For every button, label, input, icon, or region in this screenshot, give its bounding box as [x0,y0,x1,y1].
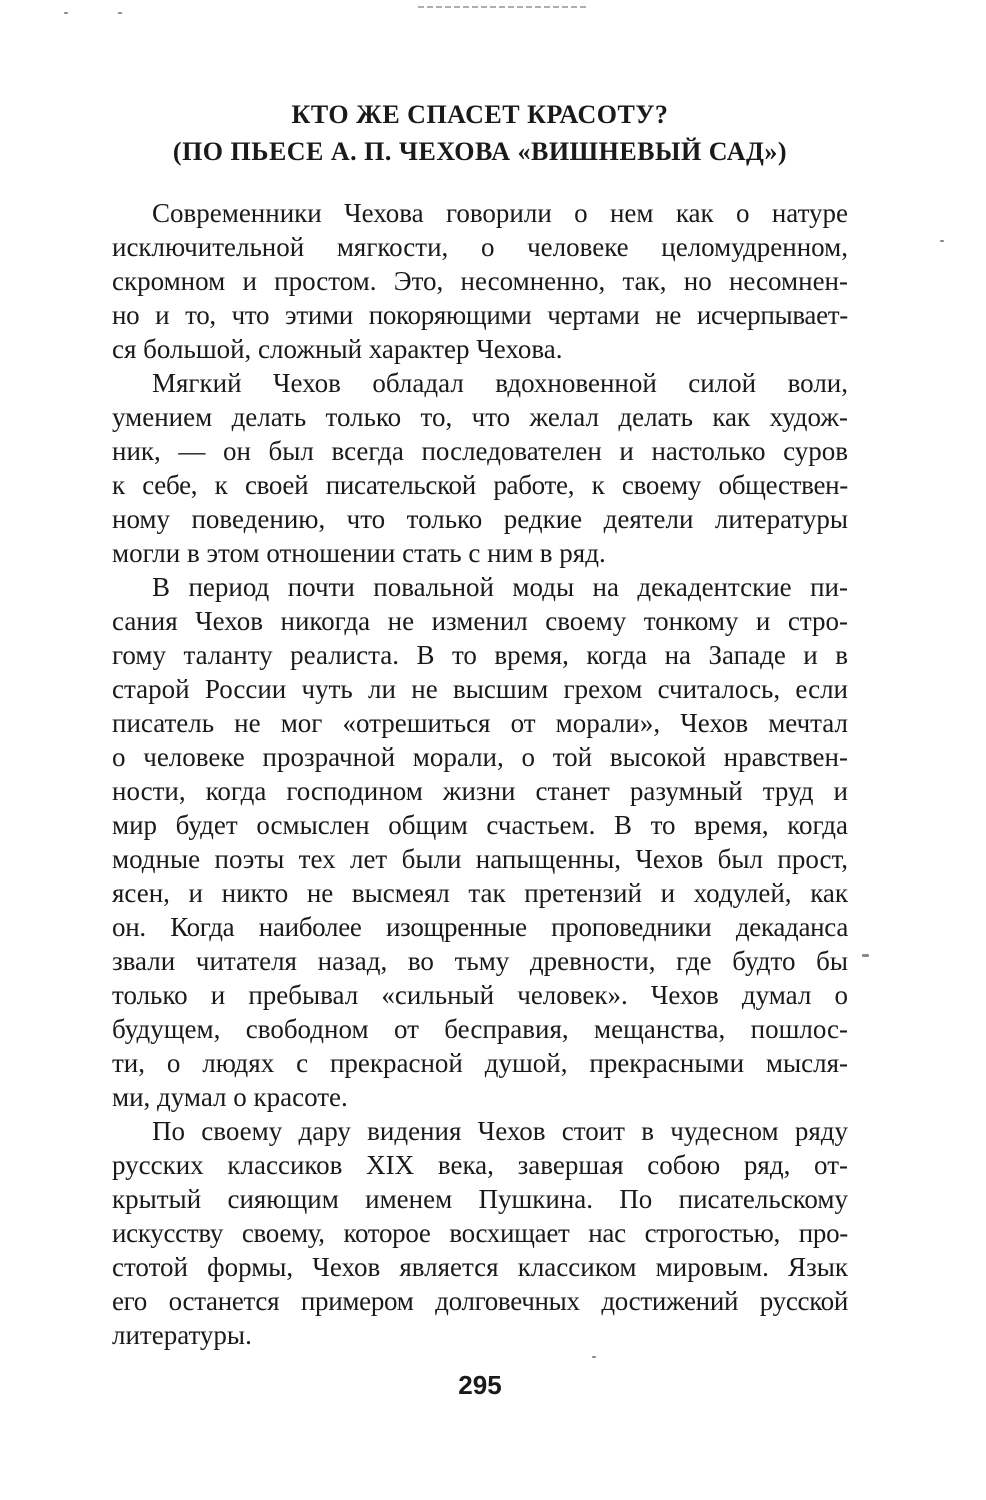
text-line: его останется примером долговечных достижений русской [112,1286,848,1316]
text-line: к себе, к своей писательской работе, к своему обществен- [112,470,848,500]
scan-artifact [940,240,944,242]
text-line: ник, — он был всегда последователен и настолько суров [112,436,848,466]
text-line: русских классиков XIX века, завершая собою ряд, от- [112,1150,848,1180]
text-line: ности, когда господином жизни станет разумный труд и [112,776,848,806]
scan-artifact [592,1356,596,1358]
chapter-title-line-2: (ПО ПЬЕСЕ А. П. ЧЕХОВА «ВИШНЕВЫЙ САД») [172,137,788,166]
text-line: но и то, что этими покоряющими чертами не исчерпывает- [112,300,848,330]
text-line: звали читателя назад, во тьму древности, где будто бы [112,946,848,976]
scan-artifact [64,12,68,14]
text-line: будущем, свободном от бесправия, мещанства, пошлос- [112,1014,848,1044]
chapter-title-line-1: КТО ЖЕ СПАСЕТ КРАСОТУ? [291,100,669,129]
page-number: 295 [458,1370,502,1400]
chapter-title [112,96,848,170]
text-line: старой России чуть ли не высшим грехом считалось, если [112,674,848,704]
scan-artifact [418,6,586,8]
body-text [112,196,848,1352]
text-line: крытый сияющим именем Пушкина. По писательскому [112,1184,848,1214]
text-line: Мягкий Чехов обладал вдохновенной силой воли, [152,368,848,398]
text-line: искусству своему, которое восхищает нас строгостью, про- [112,1218,848,1248]
text-line: сания Чехов никогда не изменил своему тонкому и стро- [112,606,848,636]
paragraph-3 [112,570,848,1114]
scan-artifact [862,954,869,957]
text-line: ному поведению, что только редкие деятели литературы [112,504,848,534]
text-line: В период почти повальной моды на декадентские пи- [152,572,848,602]
text-line: ясен, и никто не высмеял так претензий и ходулей, как [112,878,848,908]
text-line: только и пребывал «сильный человек». Чехов думал о [112,980,848,1010]
text-line: о человеке прозрачной морали, о той высокой нравствен- [112,742,848,772]
text-line: ми, думал о красоте. [112,1082,348,1112]
text-line: По своему дару видения Чехов стоит в чудесном ряду [152,1116,848,1146]
text-line: стотой формы, Чехов является классиком мировым. Язык [112,1252,848,1282]
text-line: мир будет осмыслен общим счастьем. В то время, когда [112,810,848,840]
text-line: литературы. [112,1320,252,1350]
text-line: модные поэты тех лет были напыщенны, Чехов был прост, [112,844,848,874]
paragraph-1 [112,196,848,366]
text-line: ти, о людях с прекрасной душой, прекрасными мысля- [112,1048,848,1078]
text-line: он. Когда наиболее изощренные проповедники декаданса [112,912,848,942]
scan-artifact [118,12,122,14]
text-line: ся большой, сложный характер Чехова. [112,334,563,364]
text-line: исключительной мягкости, о человеке целомудренном, [112,232,848,262]
text-line: Современники Чехова говорили о нем как о натуре [152,198,848,228]
text-line: могли в этом отношении стать с ним в ряд. [112,538,606,568]
paragraph-2 [112,366,848,570]
text-line: гому таланту реалиста. В то время, когда на Западе и в [112,640,848,670]
text-line: скромном и простом. Это, несомненно, так, но несомнен- [112,266,848,296]
paragraph-4 [112,1114,848,1352]
text-line: писатель не мог «отрешиться от морали», Чехов мечтал [112,708,848,738]
text-line: умением делать только то, что желал делать как худож- [112,402,848,432]
